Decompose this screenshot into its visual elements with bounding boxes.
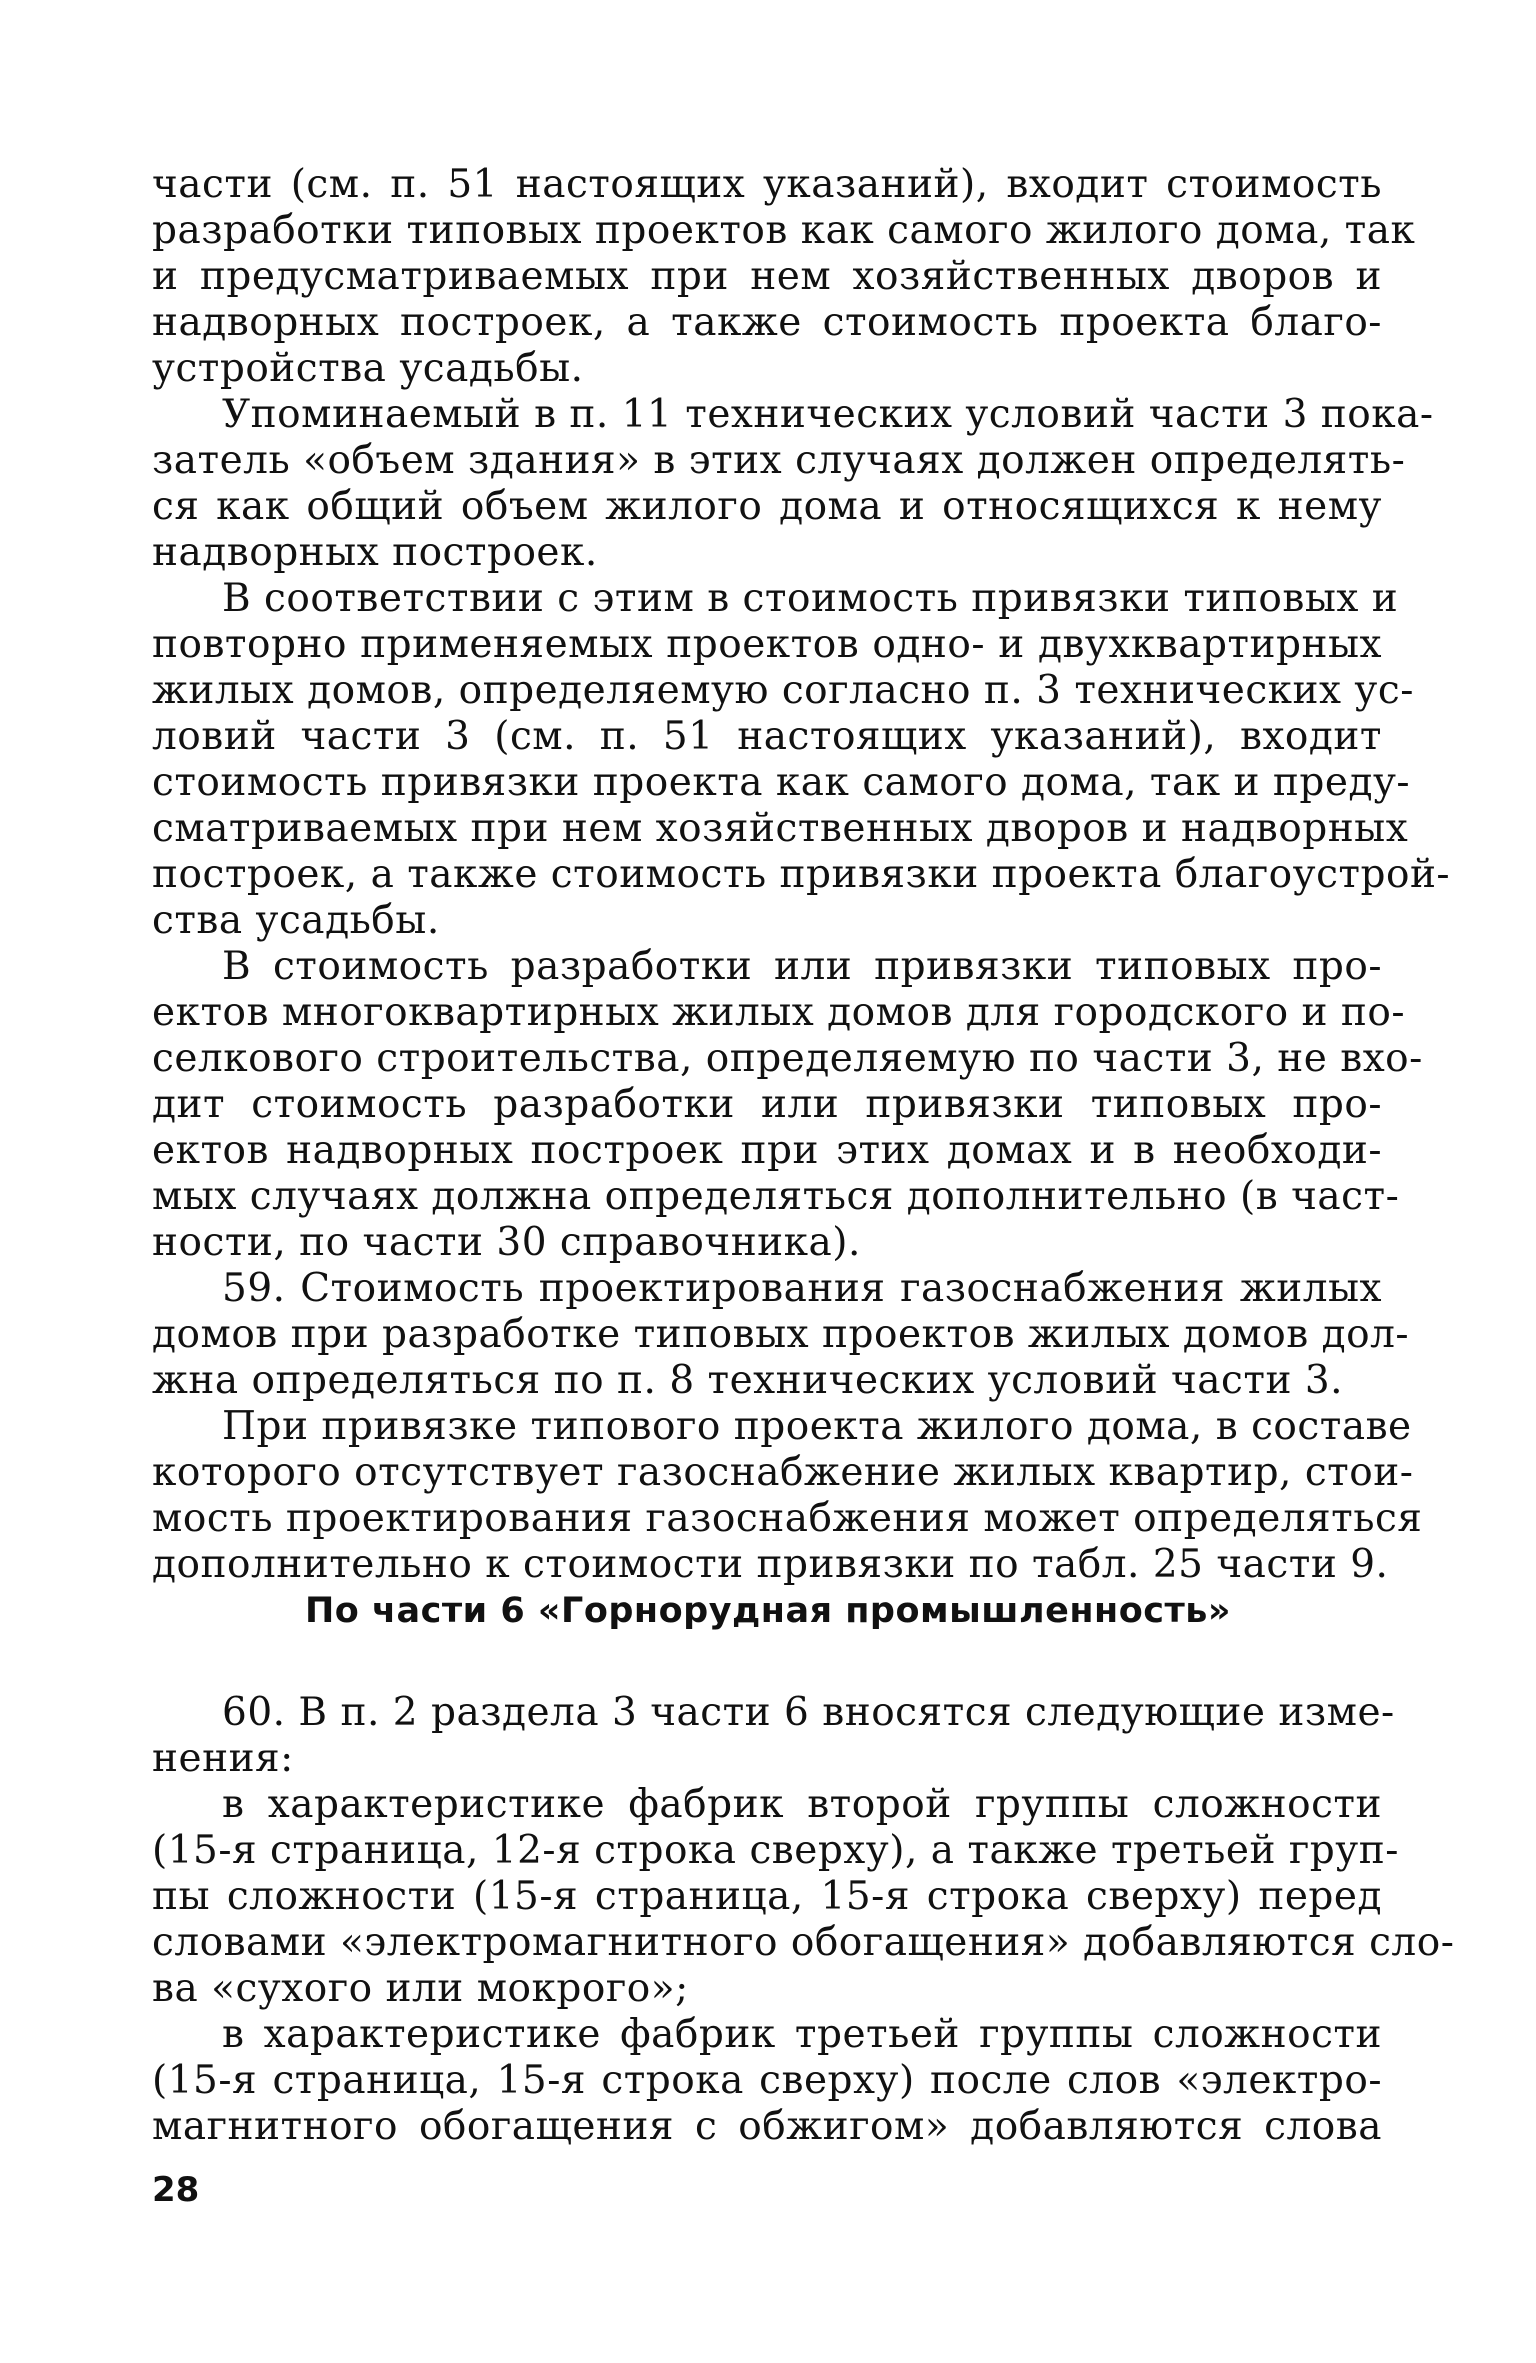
text-line: (15-я страница, 15-я строка сверху) после слов «электро- [152,2058,1382,2103]
text-line: жилых домов, определяемую согласно п. 3 технических ус- [152,668,1414,713]
page-number: 28 [152,2170,200,2210]
text-line: и предусматриваемых при нем хозяйственных дворов и [152,254,1382,299]
text-line: 60. В п. 2 раздела 3 части 6 вносятся следующие изме- [222,1690,1395,1735]
text-line: Упоминаемый в п. 11 технических условий части 3 пока- [222,392,1434,437]
text-line: надворных построек, а также стоимость проекта благо- [152,300,1382,345]
text-line: стоимость привязки проекта как самого дома, так и преду- [152,760,1411,805]
text-line: селкового строительства, определяемую по части 3, не вхо- [152,1036,1423,1081]
text-line: мость проектирования газоснабжения может определяться [152,1496,1423,1541]
text-line: При привязке типового проекта жилого дома, в составе [222,1404,1412,1449]
text-line: дит стоимость разработки или привязки типовых про- [152,1082,1382,1127]
text-line: ектов надворных построек при этих домах и в необходи- [152,1128,1382,1173]
section-heading: По части 6 «Горнорудная промышленность» [304,1591,1232,1631]
text-line: построек, а также стоимость привязки проекта благоустрой- [152,852,1451,897]
text-line: ектов многоквартирных жилых домов для городского и по- [152,990,1406,1035]
text-line: сматриваемых при нем хозяйственных дворов и надворных [152,806,1409,851]
text-line: дополнительно к стоимости привязки по табл. 25 части 9. [152,1542,1389,1587]
text-line: В соответствии с этим в стоимость привязки типовых и [222,576,1399,621]
text-line: в характеристике фабрик третьей группы сложности [222,2012,1382,2057]
text-line: словами «электромагнитного обогащения» добавляются сло- [152,1920,1455,1965]
text-line: В стоимость разработки или привязки типовых про- [222,944,1382,989]
text-line: ва «сухого или мокрого»; [152,1966,689,2011]
text-line: повторно применяемых проектов одно- и двухквартирных [152,622,1382,667]
text-line: ства усадьбы. [152,898,440,943]
text-line: в характеристике фабрик второй группы сложности [222,1782,1382,1827]
text-line: (15-я страница, 12-я строка сверху), а также третьей груп- [152,1828,1399,1873]
text-line: затель «объем здания» в этих случаях должен определять- [152,438,1406,483]
text-line: нения: [152,1736,294,1781]
text-line: устройства усадьбы. [152,346,584,391]
text-line: магнитного обогащения с обжигом» добавляются слова [152,2104,1382,2149]
text-line: ся как общий объем жилого дома и относящихся к нему [152,484,1382,529]
text-line: которого отсутствует газоснабжение жилых квартир, стои- [152,1450,1414,1495]
text-line: жна определяться по п. 8 технических условий части 3. [152,1358,1344,1403]
text-line: ности, по части 30 справочника). [152,1220,861,1265]
text-line: домов при разработке типовых проектов жилых домов дол- [152,1312,1410,1357]
text-line: ловий части 3 (см. п. 51 настоящих указаний), входит [152,714,1382,759]
text-line: разработки типовых проектов как самого жилого дома, так [152,208,1416,253]
text-line: пы сложности (15-я страница, 15-я строка сверху) перед [152,1874,1382,1919]
text-line: надворных построек. [152,530,598,575]
text-line: 59. Стоимость проектирования газоснабжения жилых [222,1266,1382,1311]
text-line: части (см. п. 51 настоящих указаний), входит стоимость [152,162,1382,207]
text-line: мых случаях должна определяться дополнительно (в част- [152,1174,1400,1219]
